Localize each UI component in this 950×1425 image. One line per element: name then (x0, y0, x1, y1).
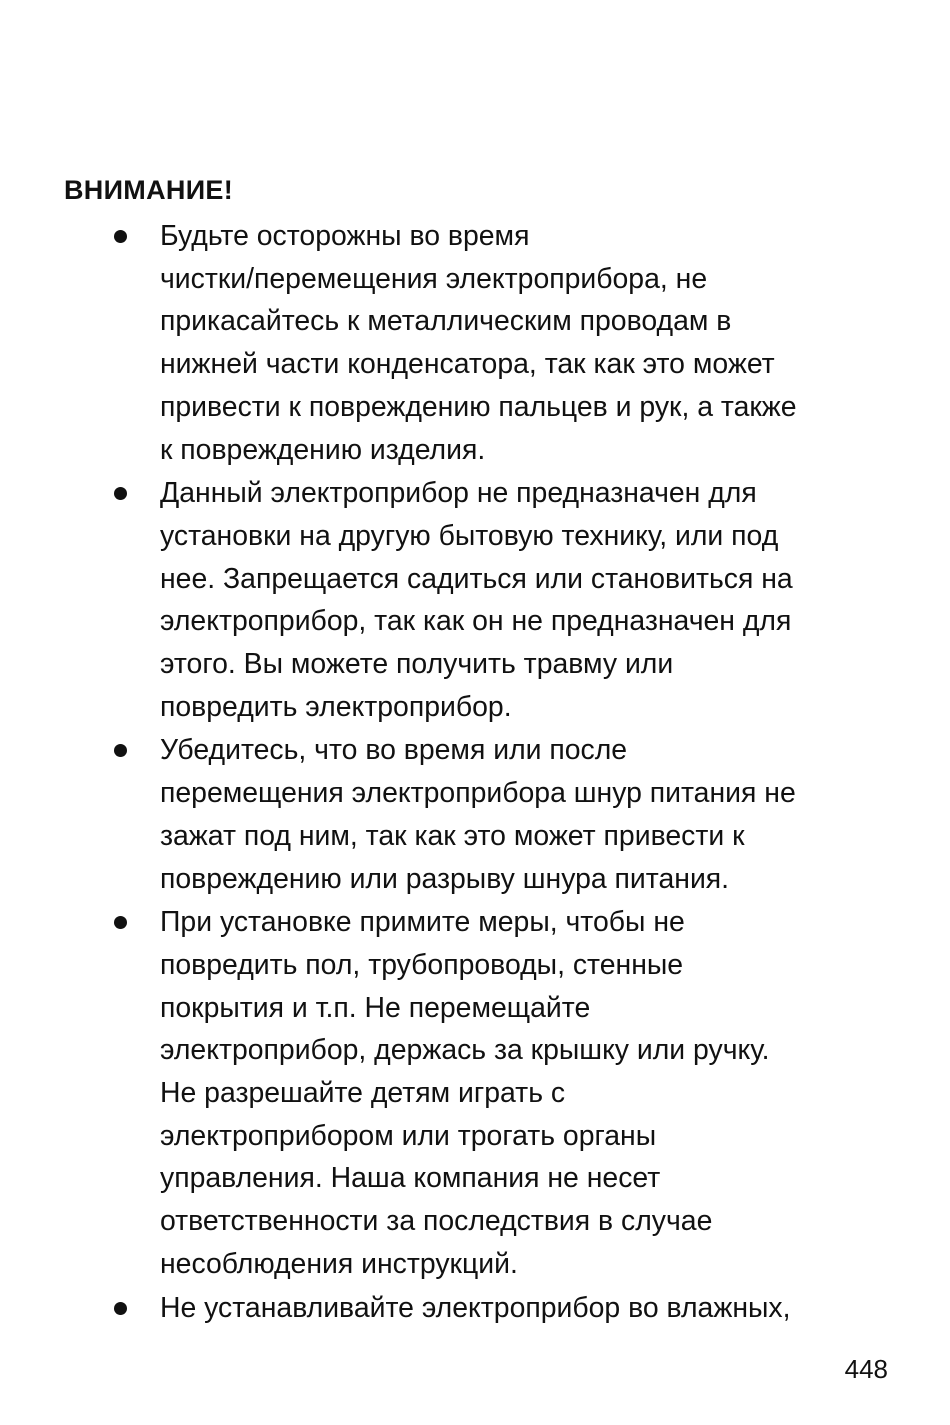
text-line: установки на другую бытовую технику, или под (160, 519, 779, 552)
text-line: электроприбор, держась за крышку или ручку. (160, 1034, 770, 1067)
text-line: Не устанавливайте электроприбор во влажных, (160, 1291, 791, 1324)
text-line: Не разрешайте детям играть с (160, 1077, 566, 1110)
list-item-text (160, 472, 910, 728)
text-line: повредить пол, трубопроводы, стенные (160, 948, 684, 981)
text-line: Будьте осторожны во время (160, 220, 530, 252)
text-line: покрытия и т.п. Не перемещайте (160, 991, 591, 1024)
list-item (0, 215, 950, 471)
text-line: этого. Вы можете получить травму или (160, 648, 674, 681)
text-line: нижней части конденсатора, так как это может (160, 348, 775, 381)
text-line: повреждению или разрыву шнура питания. (160, 862, 730, 895)
text-line: электроприбором или трогать органы (160, 1119, 657, 1152)
warning-list (0, 215, 950, 1330)
list-item (0, 729, 950, 900)
list-item (0, 1287, 950, 1330)
text-line: Убедитесь, что во время или после (160, 734, 628, 767)
list-item (0, 472, 950, 728)
bullet-icon (114, 916, 127, 929)
text-line: При установке примите меры, чтобы не (160, 906, 685, 939)
list-item-text (160, 729, 910, 900)
text-line: повредить электроприбор. (160, 690, 512, 723)
bullet-icon (114, 1302, 127, 1315)
text-line: зажат под ним, так как это может привести к (160, 819, 745, 852)
text-line: Данный электроприбор не предназначен для (160, 477, 757, 510)
page-number: 448 (844, 1354, 888, 1384)
text-line: привести к повреждению пальцев и рук, а также (160, 390, 797, 423)
text-line: ответственности за последствия в случае (160, 1205, 713, 1238)
list-item-text (160, 215, 910, 471)
list-item (0, 901, 950, 1285)
text-line: перемещения электроприбора шнур питания не (160, 777, 796, 810)
text-line: несоблюдения инструкций. (160, 1247, 518, 1280)
list-item-text (160, 1287, 910, 1330)
text-line: чистки/перемещения электроприбора, не (160, 262, 708, 295)
bullet-icon (114, 230, 127, 243)
bullet-icon (114, 744, 127, 757)
bullet-icon (114, 487, 127, 500)
list-item-text (160, 901, 910, 1285)
text-line: прикасайтесь к металлическим проводам в (160, 305, 732, 338)
text-line: нее. Запрещается садиться или становиться на (160, 562, 793, 595)
text-line: к повреждению изделия. (160, 433, 486, 466)
warning-heading: ВНИМАНИЕ! (64, 175, 233, 205)
text-line: электроприбор, так как он не предназначен для (160, 605, 792, 638)
text-line: управления. Наша компания не несет (160, 1162, 661, 1195)
